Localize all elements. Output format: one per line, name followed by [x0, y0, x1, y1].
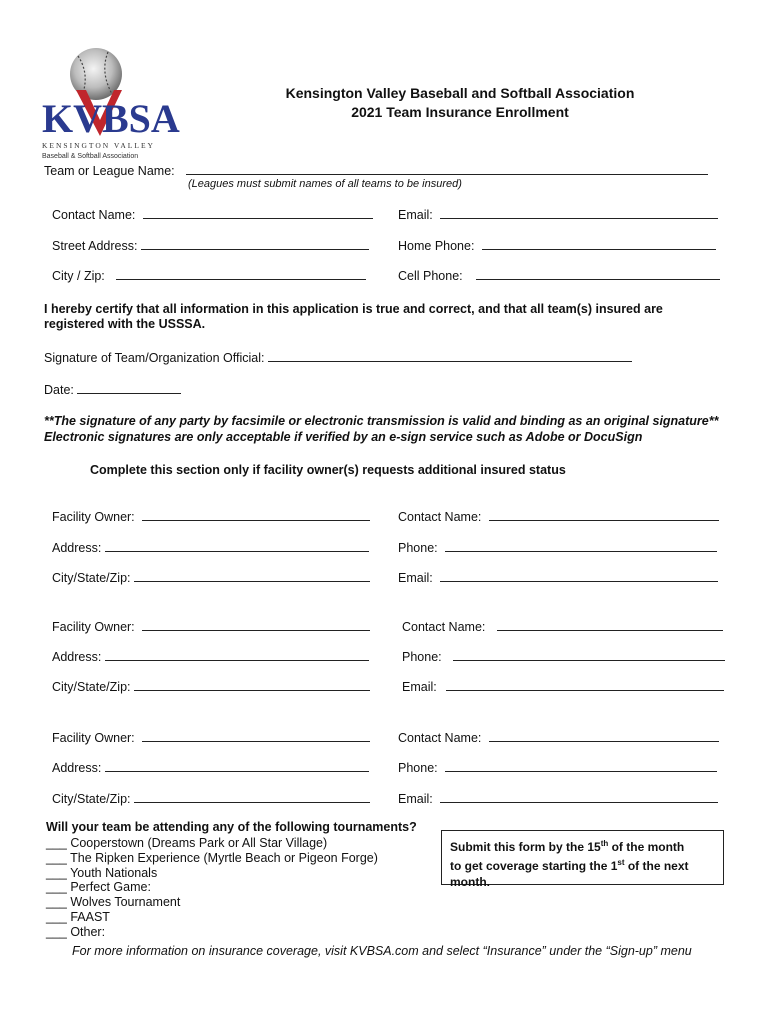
facility-email-line[interactable] [440, 570, 718, 582]
facility-email-field-3[interactable] [398, 791, 718, 806]
facility-address-line[interactable] [105, 649, 369, 661]
facility-address-field-1[interactable] [52, 540, 369, 555]
facility-owner-label: Facility Owner: [52, 510, 135, 524]
facility-contact-line[interactable] [489, 730, 719, 742]
tournament-item-perfect-game[interactable]: ___ Perfect Game: [46, 880, 151, 895]
footer-info: For more information on insurance coverage, visit KVBSA.com and select “Insurance” under the “Sign-up” menu [72, 944, 692, 958]
facility-contact-label: Contact Name: [402, 620, 486, 634]
kvbsa-logo [38, 44, 188, 160]
facility-phone-label: Phone: [398, 541, 438, 555]
date-line[interactable] [77, 382, 181, 394]
facility-city-label: City/State/Zip: [52, 571, 131, 585]
facility-city-label: City/State/Zip: [52, 792, 131, 806]
street-address-line[interactable] [141, 238, 369, 250]
facility-phone-label: Phone: [398, 761, 438, 775]
tournament-item-other[interactable]: ___ Other: [46, 924, 106, 939]
facility-address-line[interactable] [105, 540, 369, 552]
svg-text:KENSINGTON VALLEY: KENSINGTON VALLEY [42, 141, 155, 150]
svg-text:KVBSA: KVBSA [42, 96, 180, 141]
signature-line[interactable] [268, 350, 632, 362]
street-address-label: Street Address: [52, 239, 138, 253]
title-line-1: Kensington Valley Baseball and Softball Association [285, 85, 635, 101]
facility-city-line[interactable] [134, 679, 370, 691]
facility-phone-line[interactable] [453, 649, 725, 661]
facility-owner-line[interactable] [142, 730, 370, 742]
page-title [240, 84, 680, 122]
facility-contact-label: Contact Name: [398, 510, 482, 524]
esig-line-2: Electronic signatures are only acceptable if verified by an e-sign service such as Adobe or DocuSign [44, 430, 643, 444]
certify-line-2: registered with the USSSA. [44, 317, 206, 331]
facility-owner-field-3[interactable] [52, 730, 370, 745]
cell-phone-line[interactable] [476, 268, 720, 280]
facility-owner-label: Facility Owner: [52, 731, 135, 745]
facility-phone-field-3[interactable] [398, 760, 717, 775]
facility-address-label: Address: [52, 541, 102, 555]
city-zip-field[interactable] [52, 268, 366, 283]
tournaments-list [46, 836, 378, 940]
tournament-item-wolves[interactable]: ___ Wolves Tournament [46, 895, 181, 910]
facility-address-field-2[interactable] [52, 649, 369, 664]
team-name-line[interactable] [186, 163, 708, 175]
facility-contact-field-2[interactable] [402, 619, 723, 634]
facility-contact-line[interactable] [497, 619, 723, 631]
submit-line-1: Submit this form by the 15th of the month [450, 839, 685, 854]
facility-address-line[interactable] [105, 760, 369, 772]
submit-line-2: to get coverage starting the 1st of the next [450, 858, 689, 873]
tournament-item-youth-nationals[interactable]: ___ Youth Nationals [46, 865, 158, 880]
facility-city-field-1[interactable] [52, 570, 370, 585]
facility-city-field-2[interactable] [52, 679, 370, 694]
contact-name-field[interactable] [52, 207, 373, 222]
submit-deadline-box [441, 830, 724, 889]
tournaments-question: Will your team be attending any of the following tournaments? [46, 820, 417, 834]
certify-line-1: I hereby certify that all information in this application is true and correct, and that all team(s) insured are [44, 302, 663, 316]
tournament-item-cooperstown[interactable]: ___ Cooperstown (Dreams Park or All Star Village) [46, 836, 328, 850]
facility-address-label: Address: [52, 761, 102, 775]
facility-phone-label: Phone: [402, 650, 442, 664]
signature-label: Signature of Team/Organization Official: [44, 351, 265, 365]
tournament-item-ripken[interactable]: ___ The Ripken Experience (Myrtle Beach or Pigeon Forge) [46, 850, 378, 865]
city-zip-label: City / Zip: [52, 269, 105, 283]
email-field[interactable] [398, 207, 718, 222]
cell-phone-field[interactable] [398, 268, 720, 283]
facility-section-heading: Complete this section only if facility owner(s) requests additional insured status [90, 463, 566, 477]
facility-phone-line[interactable] [445, 540, 717, 552]
date-label: Date: [44, 383, 74, 397]
facility-contact-label: Contact Name: [398, 731, 482, 745]
facility-address-field-3[interactable] [52, 760, 369, 775]
facility-owner-field-2[interactable] [52, 619, 370, 634]
facility-city-line[interactable] [134, 570, 370, 582]
facility-city-label: City/State/Zip: [52, 680, 131, 694]
home-phone-line[interactable] [482, 238, 716, 250]
home-phone-label: Home Phone: [398, 239, 475, 253]
cell-phone-label: Cell Phone: [398, 269, 463, 283]
facility-email-field-1[interactable] [398, 570, 718, 585]
contact-name-line[interactable] [143, 207, 373, 219]
team-name-field[interactable] [44, 163, 708, 178]
esig-line-1: **The signature of any party by facsimile or electronic transmission is valid and binding as an original signature** [44, 414, 719, 428]
facility-contact-line[interactable] [489, 509, 719, 521]
facility-phone-field-2[interactable] [402, 649, 725, 664]
contact-name-label: Contact Name: [52, 208, 136, 222]
team-name-label: Team or League Name: [44, 164, 175, 178]
facility-email-line[interactable] [440, 791, 718, 803]
email-label: Email: [398, 208, 433, 222]
facility-email-label: Email: [402, 680, 437, 694]
facility-phone-line[interactable] [445, 760, 717, 772]
facility-address-label: Address: [52, 650, 102, 664]
date-field[interactable] [44, 382, 181, 397]
submit-line-3: month. [450, 875, 490, 889]
tournament-item-faast[interactable]: ___ FAAST [46, 909, 110, 924]
svg-text:Baseball & Softball Associatio: Baseball & Softball Association [42, 153, 139, 160]
facility-owner-field-1[interactable] [52, 509, 370, 524]
facility-city-line[interactable] [134, 791, 370, 803]
street-address-field[interactable] [52, 238, 369, 253]
title-line-2: 2021 Team Insurance Enrollment [351, 104, 569, 120]
facility-email-label: Email: [398, 571, 433, 585]
home-phone-field[interactable] [398, 238, 716, 253]
facility-phone-field-1[interactable] [398, 540, 717, 555]
facility-email-label: Email: [398, 792, 433, 806]
facility-owner-label: Facility Owner: [52, 620, 135, 634]
facility-city-field-3[interactable] [52, 791, 370, 806]
email-line[interactable] [440, 207, 718, 219]
facility-contact-field-3[interactable] [398, 730, 719, 745]
facility-owner-line[interactable] [142, 509, 370, 521]
facility-owner-line[interactable] [142, 619, 370, 631]
city-zip-line[interactable] [116, 268, 366, 280]
facility-email-field-2[interactable] [402, 679, 724, 694]
facility-contact-field-1[interactable] [398, 509, 719, 524]
facility-email-line[interactable] [446, 679, 724, 691]
signature-field[interactable] [44, 350, 632, 365]
team-note: (Leagues must submit names of all teams to be insured) [188, 178, 462, 190]
